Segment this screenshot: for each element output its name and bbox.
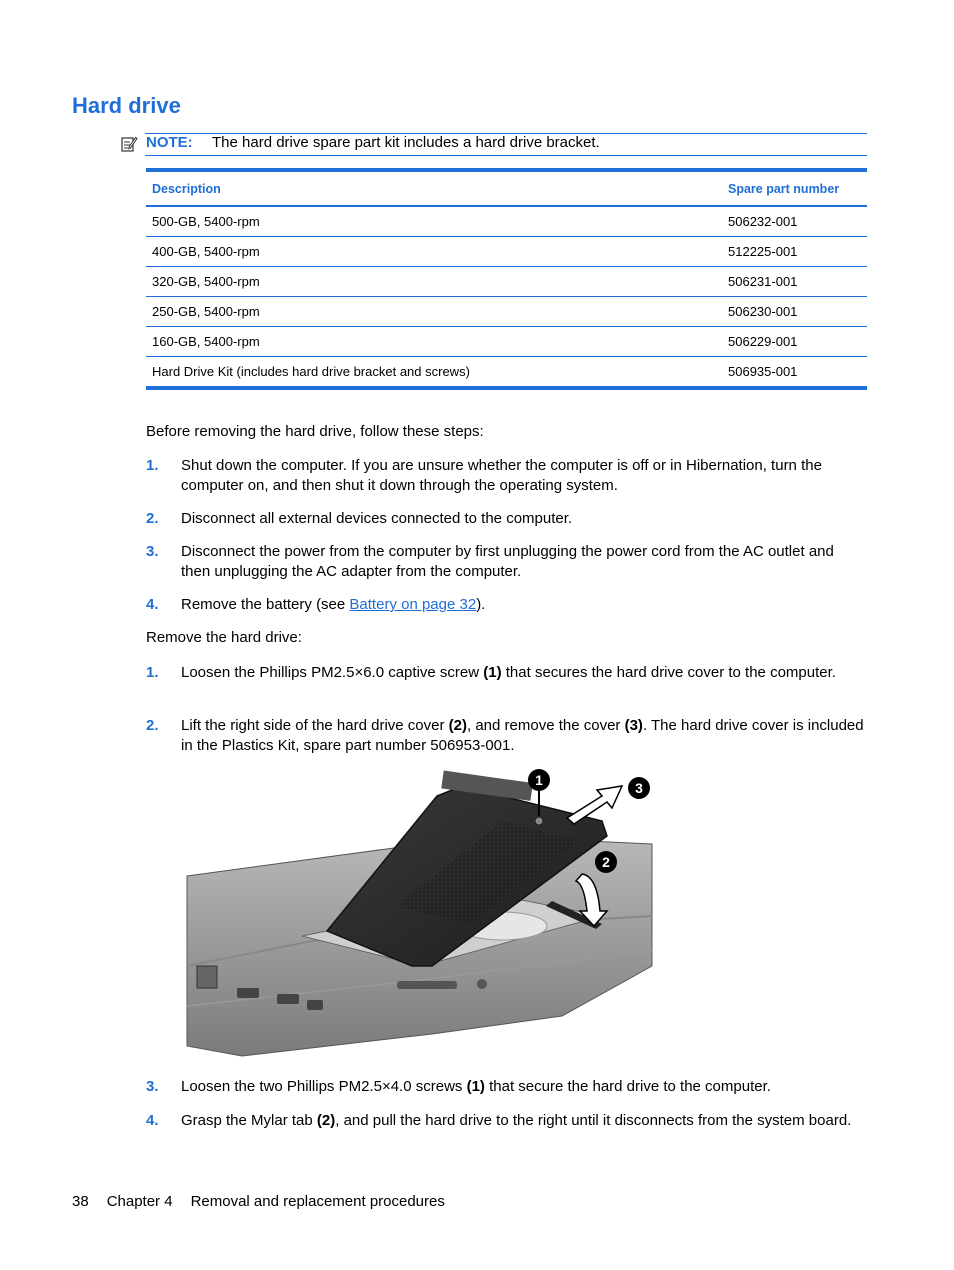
cell-description: 160-GB, 5400-rpm — [146, 327, 722, 357]
cell-part-number: 512225-001 — [722, 237, 867, 267]
step-text-part: Lift the right side of the hard drive cover — [181, 717, 449, 734]
step-text: Shut down the computer. If you are unsure whether the computer is off or in Hibernation, turn the computer on, and then shut it down through the operating system. — [181, 457, 822, 494]
step-text — [181, 663, 867, 683]
cell-description: 500-GB, 5400-rpm — [146, 206, 722, 237]
intro-remove-text: Remove the hard drive: — [146, 629, 302, 646]
table-row — [146, 206, 867, 237]
step-text — [181, 1077, 867, 1097]
step-text-post: ). — [476, 596, 486, 613]
cell-part-number: 506231-001 — [722, 267, 867, 297]
callout-2-label: 2 — [602, 854, 610, 870]
page-footer — [72, 1193, 463, 1210]
spare-parts-table — [146, 168, 867, 390]
callout-ref: (2) — [316, 1112, 336, 1129]
cell-description: 400-GB, 5400-rpm — [146, 237, 722, 267]
cell-description: 320-GB, 5400-rpm — [146, 267, 722, 297]
step-text-part: that secure the hard drive to the computer. — [484, 1078, 771, 1095]
table-row — [146, 267, 867, 297]
step-number: 3. — [146, 1078, 159, 1095]
remove-step-4 — [146, 1111, 867, 1131]
footer-chapter-title: Removal and replacement procedures — [190, 1193, 445, 1210]
cell-description: Hard Drive Kit (includes hard drive bracket and screws) — [146, 357, 722, 389]
footer-chapter: Chapter 4 — [106, 1193, 173, 1210]
step-number: 3. — [146, 543, 159, 560]
table-row — [146, 357, 867, 389]
battery-page-link[interactable]: Battery on page 32 — [349, 596, 477, 613]
callout-ref: (2) — [448, 717, 467, 734]
page-number: 38 — [72, 1193, 89, 1210]
step-number: 2. — [146, 717, 159, 734]
remove-step-1 — [146, 663, 867, 683]
step-text-part: , and remove the cover — [467, 717, 625, 734]
column-header-part-number: Spare part number — [722, 170, 867, 206]
step-text-part: Loosen the Phillips PM2.5×6.0 captive screw — [181, 664, 484, 681]
cell-part-number: 506232-001 — [722, 206, 867, 237]
before-step-4 — [146, 595, 867, 615]
callout-ref: (1) — [466, 1078, 485, 1095]
step-text-pre: Remove the battery (see — [181, 596, 350, 613]
table-header-row — [146, 170, 867, 206]
note-box — [118, 133, 867, 155]
step-text-part: , and pull the hard drive to the right until it disconnects from the system board. — [335, 1112, 852, 1129]
table-row — [146, 297, 867, 327]
note-label: NOTE: — [146, 134, 193, 151]
step-text-part: Loosen the two Phillips PM2.5×4.0 screws — [181, 1078, 467, 1095]
callout-3-label: 3 — [635, 780, 643, 796]
step-number: 1. — [146, 457, 159, 474]
step-text: Disconnect all external devices connected to the computer. — [181, 510, 573, 527]
callout-ref: (1) — [483, 664, 502, 681]
callout-1-label: 1 — [535, 772, 543, 788]
before-step-2 — [146, 509, 867, 529]
step-number: 2. — [146, 510, 159, 527]
cell-part-number: 506229-001 — [722, 327, 867, 357]
note-rule-bottom — [145, 155, 867, 156]
cell-part-number: 506935-001 — [722, 357, 867, 389]
step-text — [181, 1111, 867, 1131]
hard-drive-cover-illustration — [182, 766, 662, 1058]
remove-step-3 — [146, 1077, 867, 1097]
before-step-3 — [146, 542, 867, 581]
step-text-part: Grasp the Mylar tab — [181, 1112, 317, 1129]
column-header-description: Description — [146, 170, 722, 206]
before-step-1 — [146, 456, 867, 495]
step-text-part: . The hard drive cover is included in the Plastics Kit, spare part number 506953-001. — [181, 717, 864, 754]
cell-part-number: 506230-001 — [722, 297, 867, 327]
step-text-part: that secures the hard drive cover to the computer. — [501, 664, 836, 681]
remove-step-2 — [146, 716, 867, 755]
page-title: Hard drive — [72, 93, 181, 118]
callout-ref: (3) — [624, 717, 643, 734]
step-text — [181, 595, 867, 615]
note-text: The hard drive spare part kit includes a hard drive bracket. — [212, 134, 600, 151]
lift-off-arrow-icon — [567, 786, 622, 824]
cell-description: 250-GB, 5400-rpm — [146, 297, 722, 327]
note-icon — [120, 135, 138, 153]
step-text — [181, 716, 867, 755]
step-text: Disconnect the power from the computer by first unplugging the power cord from the AC outlet and then unplugging the AC adapter from the computer. — [181, 543, 834, 580]
table-row — [146, 327, 867, 357]
step-number: 1. — [146, 664, 159, 681]
intro-before-text: Before removing the hard drive, follow these steps: — [146, 423, 484, 440]
step-number: 4. — [146, 596, 159, 613]
step-number: 4. — [146, 1112, 159, 1129]
table-row — [146, 237, 867, 267]
